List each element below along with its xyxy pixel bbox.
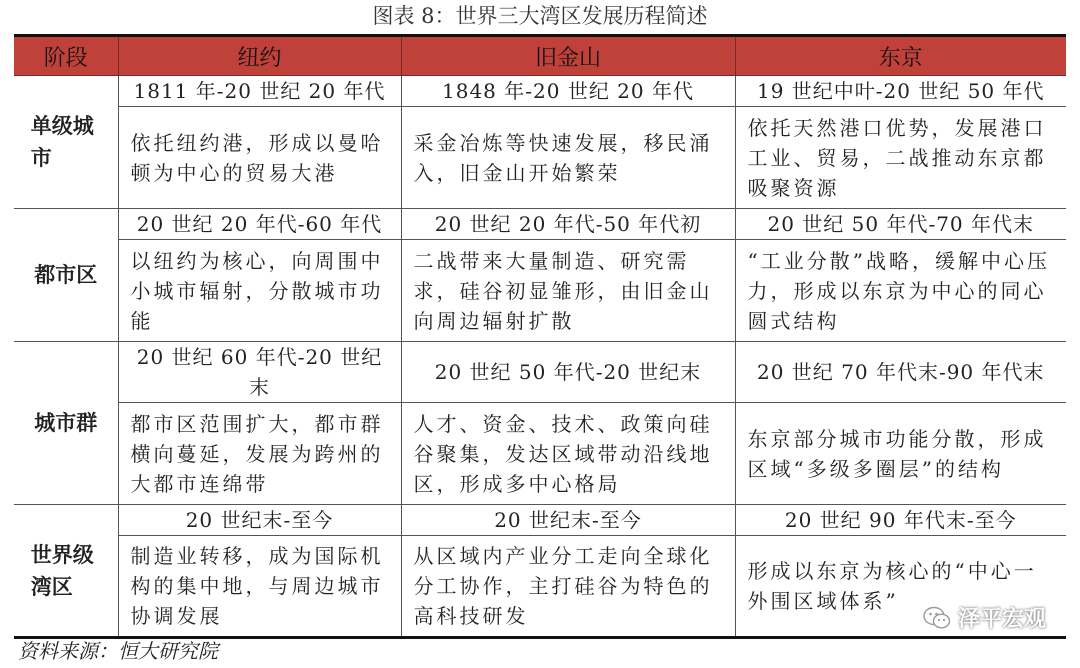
wechat-icon xyxy=(922,605,952,631)
description-cell: 以纽约为核心，向周围中小城市辐射，分散城市功能 xyxy=(118,240,401,342)
period-cell: 20 世纪 20 年代-50 年代初 xyxy=(401,209,735,240)
stage-cell: 单级城市 xyxy=(14,76,118,209)
description-cell: 东京部分城市功能分散，形成区域“多级多圈层”的结构 xyxy=(735,403,1066,505)
period-row xyxy=(14,342,1066,403)
description-cell: 依托天然港口优势，发展港口工业、贸易，二战推动东京都吸聚资源 xyxy=(735,107,1066,209)
period-cell: 20 世纪末-至今 xyxy=(401,505,735,536)
description-cell: “工业分散”战略，缓解中心压力，形成以东京为中心的同心圆式结构 xyxy=(735,240,1066,342)
header-new-york: 纽约 xyxy=(118,36,401,76)
period-row xyxy=(14,76,1066,107)
period-cell: 20 世纪 50 年代-70 年代末 xyxy=(735,209,1066,240)
description-cell: 从区域内产业分工走向全球化分工协作，主打硅谷为特色的高科技研发 xyxy=(401,536,735,638)
description-cell: 都市区范围扩大，都市群横向蔓延，发展为跨州的大都市连绵带 xyxy=(118,403,401,505)
period-cell: 20 世纪末-至今 xyxy=(118,505,401,536)
period-cell: 20 世纪 50 年代-20 世纪末 xyxy=(401,342,735,403)
description-row xyxy=(14,403,1066,505)
description-cell: 二战带来大量制造、研究需求，硅谷初显雏形，由旧金山向周边辐射扩散 xyxy=(401,240,735,342)
description-cell: 形成以东京为核心的“中心一外围区域体系” xyxy=(735,536,1066,638)
description-cell: 人才、资金、技术、政策向硅谷聚集，发达区域带动沿线地区，形成多中心格局 xyxy=(401,403,735,505)
description-row xyxy=(14,536,1066,638)
period-cell: 20 世纪 20 年代-60 年代 xyxy=(118,209,401,240)
period-cell: 1848 年-20 世纪 20 年代 xyxy=(401,76,735,107)
stage-cell: 都市区 xyxy=(14,209,118,342)
period-row xyxy=(14,209,1066,240)
header-tokyo: 东京 xyxy=(735,36,1066,76)
description-row xyxy=(14,240,1066,342)
period-row xyxy=(14,505,1066,536)
stage-cell: 世界级湾区 xyxy=(14,505,118,638)
period-cell: 20 世纪 60 年代-20 世纪末 xyxy=(118,342,401,403)
period-cell: 20 世纪 90 年代末-至今 xyxy=(735,505,1066,536)
stage-cell: 城市群 xyxy=(14,342,118,505)
period-cell: 20 世纪 70 年代末-90 年代末 xyxy=(735,342,1066,403)
header-san-francisco: 旧金山 xyxy=(401,36,735,76)
watermark-text: 泽平宏观 xyxy=(957,607,1046,632)
header-row xyxy=(14,36,1066,76)
period-cell: 19 世纪中叶-20 世纪 50 年代 xyxy=(735,76,1066,107)
watermark xyxy=(922,602,1046,633)
bay-area-table xyxy=(14,34,1066,639)
figure-caption: 图表 8：世界三大湾区发展历程简述 xyxy=(372,4,708,28)
description-cell: 依托纽约港，形成以曼哈顿为中心的贸易大港 xyxy=(118,107,401,209)
period-cell: 1811 年-20 世纪 20 年代 xyxy=(118,76,401,107)
description-cell: 采金冶炼等快速发展，移民涌入，旧金山开始繁荣 xyxy=(401,107,735,209)
description-row xyxy=(14,107,1066,209)
description-cell: 制造业转移，成为国际机构的集中地，与周边城市协调发展 xyxy=(118,536,401,638)
source-note: 资料来源：恒大研究院 xyxy=(18,639,218,663)
header-stage: 阶段 xyxy=(14,36,118,76)
